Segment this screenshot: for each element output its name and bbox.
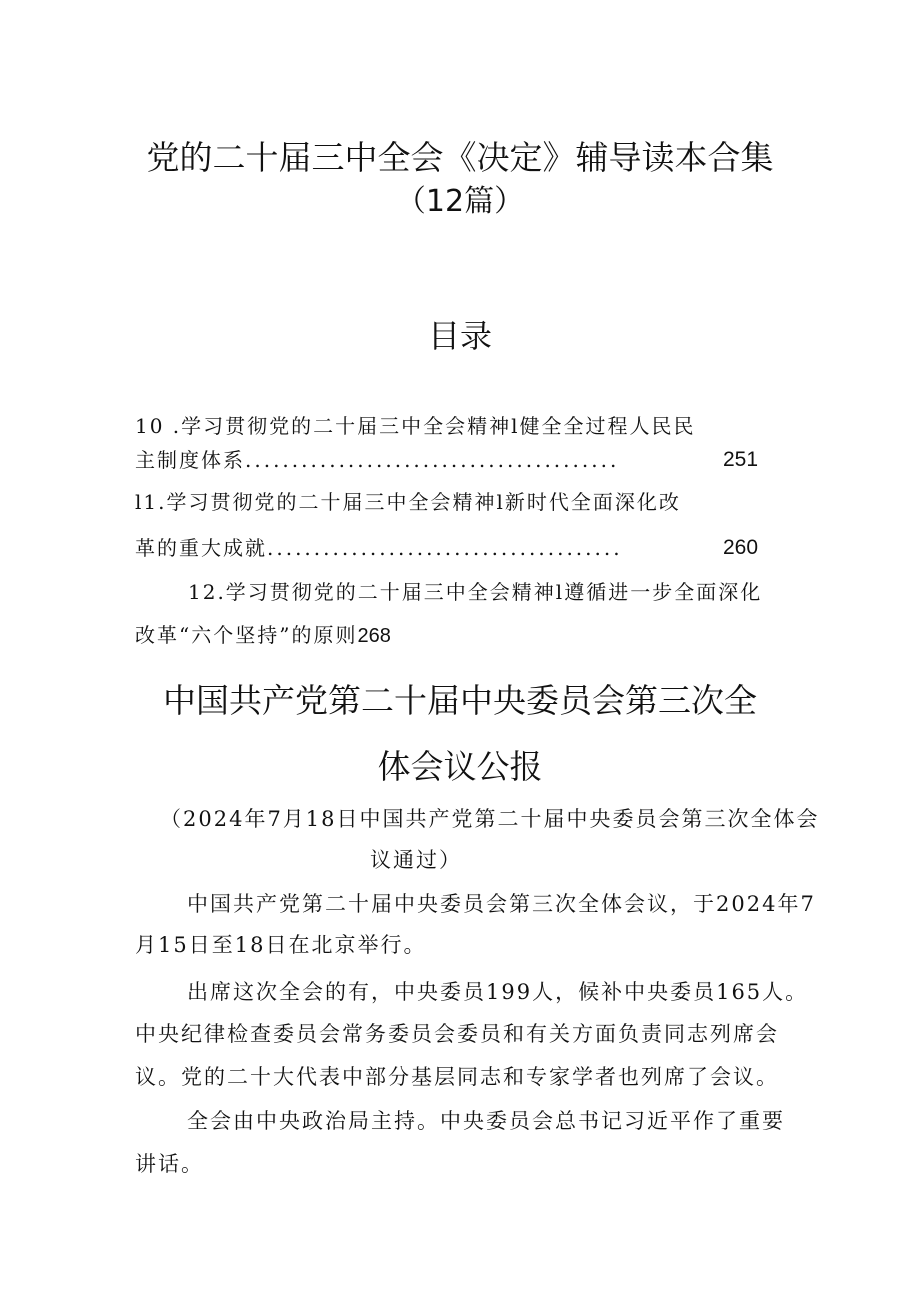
communique-title-line1: 中国共产党第二十届中央委员会第三次全 xyxy=(163,681,757,720)
document-title: 党的二十届三中全会《决定》辅导读本合集 xyxy=(146,138,774,177)
paragraph-2-line1: 出席这次全会的有，中央委员199人，候补中央委员165人。 xyxy=(187,980,809,1004)
toc-entry-12-line1: 12.学习贯彻党的二十届三中全会精神l遵循进一步全面深化 xyxy=(188,580,763,604)
toc-leader-dots: ...................................... xyxy=(267,536,623,560)
toc-entry-12-page: 268 xyxy=(357,625,391,647)
toc-entry-11-line2 xyxy=(135,534,623,562)
toc-entry-11-page: 260 xyxy=(723,536,759,559)
paragraph-2-line2: 中央纪律检查委员会常务委员会委员和有关方面负责同志列席会 xyxy=(135,1022,779,1046)
paragraph-3-line2: 讲话。 xyxy=(135,1152,204,1176)
toc-heading: 目录 xyxy=(427,317,492,355)
paragraph-1-line1: 中国共产党第二十届中央委员会第三次全体会议，于2024年7 xyxy=(187,892,816,916)
toc-entry-text: 改革“六个坚持”的原则 xyxy=(135,623,358,647)
toc-entry-text: 主制度体系 xyxy=(135,448,245,472)
paragraph-2-line3: 议。党的二十大代表中部分基层同志和专家学者也列席了会议。 xyxy=(135,1065,779,1089)
paragraph-3-line1: 全会由中央政治局主持。中央委员会总书记习近平作了重要 xyxy=(187,1109,785,1133)
document-subtitle: （12篇） xyxy=(395,184,525,219)
adoption-note-line2: 议通过） xyxy=(370,848,462,872)
toc-entry-10-line1: 10 .学习贯彻党的二十届三中全会精神l健全全过程人民民 xyxy=(135,414,696,438)
communique-title-line2: 体会议公报 xyxy=(377,747,543,786)
toc-entry-11-line1: l1.学习贯彻党的二十届三中全会精神l新时代全面深化改 xyxy=(135,490,681,514)
toc-entry-10-line2 xyxy=(135,446,619,474)
toc-entry-text: 革的重大成就 xyxy=(135,536,267,560)
toc-entry-10-page: 251 xyxy=(723,448,759,471)
adoption-note-line1: （2024年7月18日中国共产党第二十届中央委员会第三次全体会 xyxy=(160,807,820,831)
toc-leader-dots: ........................................ xyxy=(245,448,620,472)
toc-entry-12-line2 xyxy=(135,621,391,650)
paragraph-1-line2: 月15日至18日在北京举行。 xyxy=(135,933,427,957)
